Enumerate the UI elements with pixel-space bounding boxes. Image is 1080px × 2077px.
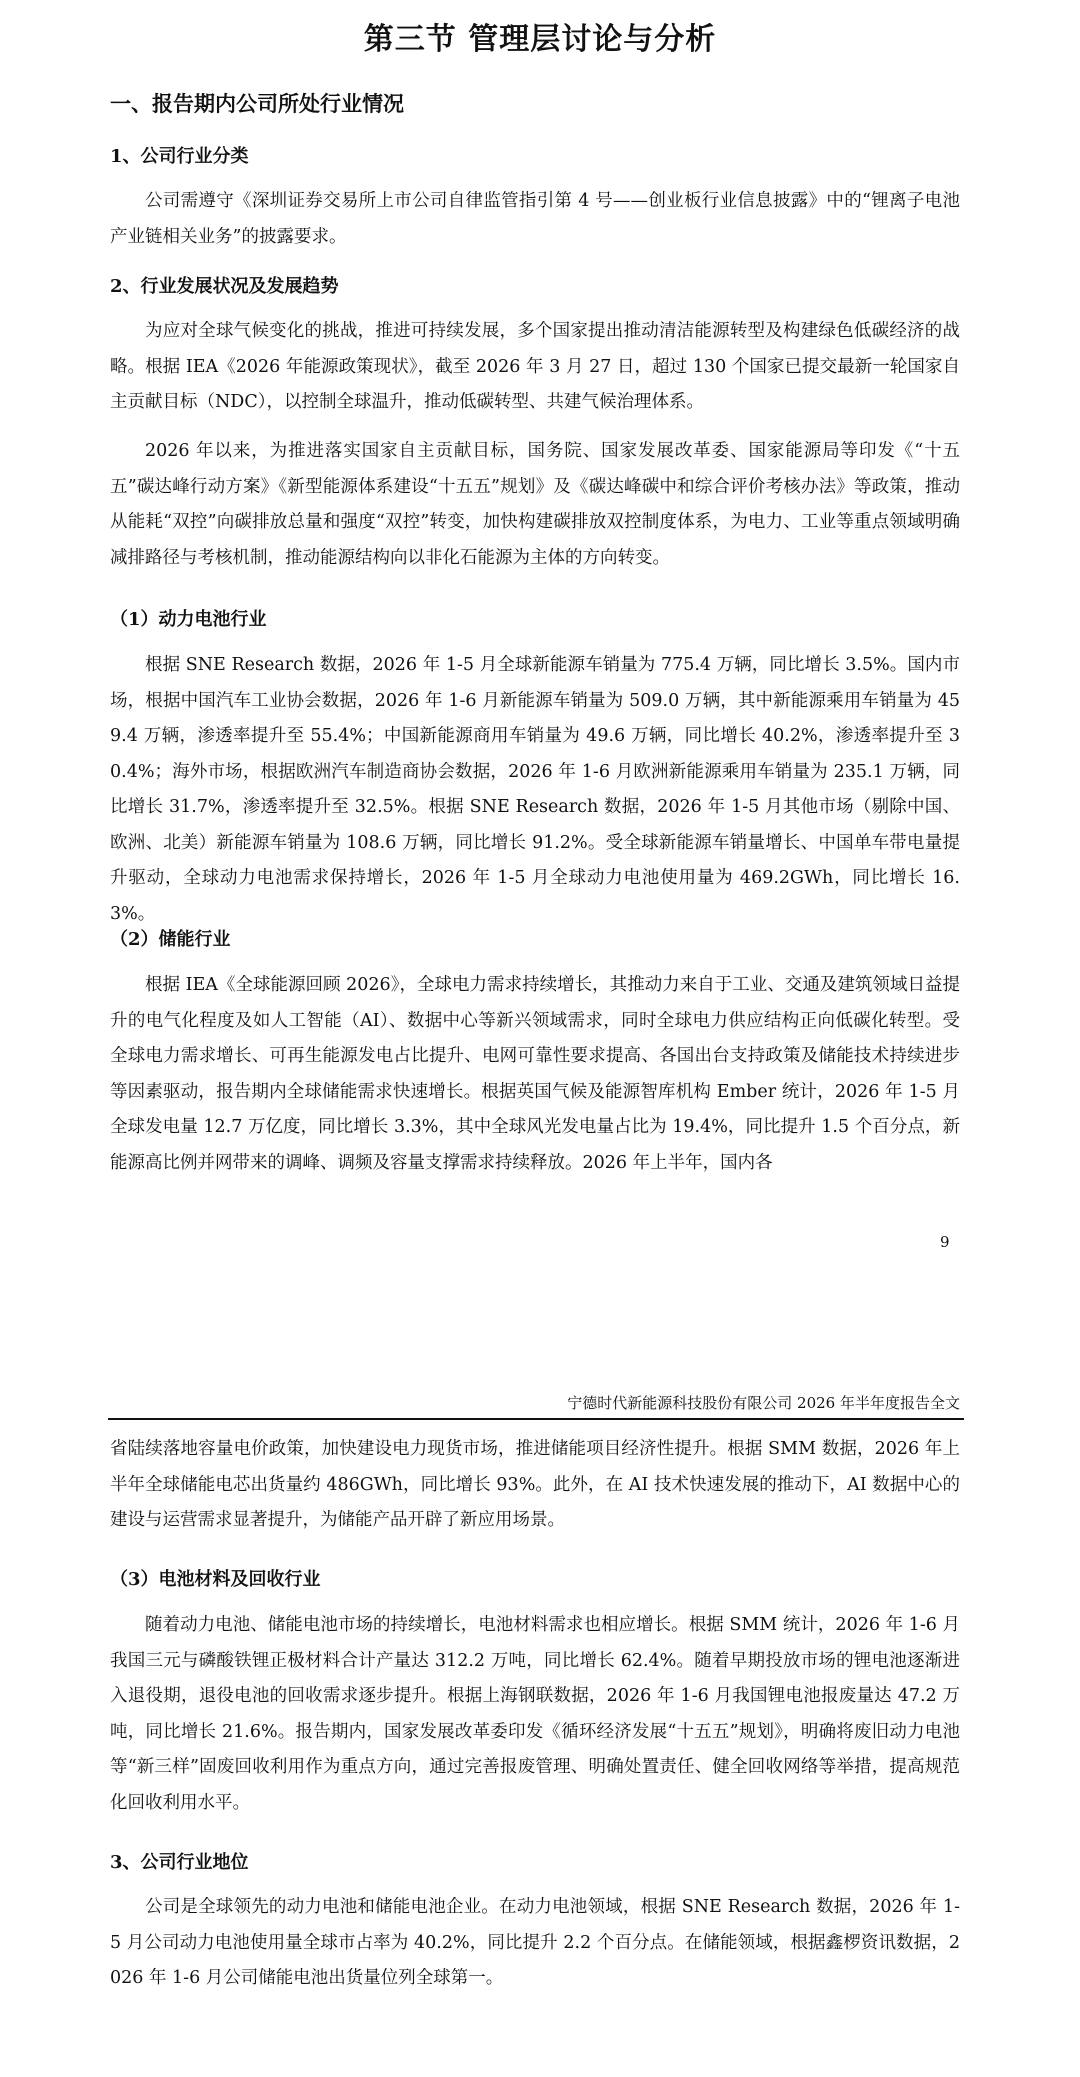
paragraph: 随着动力电池、储能电池市场的持续增长，电池材料需求也相应增长。根据 SMM 统计，2026 年 1-6 月我国三元与磷酸铁锂正极材料合计产量达 312.2 万吨，同比增长 62.4%。随着早期投放市场的锂电池逐渐进入退役期，退役电池的回收需求逐步提升。根据上海钢联数据，2026 年 1-6 月我国锂电池报废量达 47.2 万吨，同比增长 21.6%。报告期内，国家发展改革委印发《循环经济发展“十五五”规划》，明确将废旧动力电池等“新三样”固废回收利用作为重点方向，通过完善报废管理、明确处置责任、健全回收网络等举措，提高规范化回收利用水平。 [110, 1615, 960, 1813]
paragraph: 根据 IEA《全球能源回顾 2026》，全球电力需求持续增长，其推动力来自于工业、交通及建筑领域日益提升的电气化程度及如人工智能（AI）、数据中心等新兴领域需求，同时全球电力供应结构正向低碳化转型。受全球电力需求增长、可再生能源发电占比提升、电网可靠性要求提高、各国出台支持政策及储能技术持续进步等因素驱动，报告期内全球储能需求快速增长。根据英国气候及能源智库机构 Ember 统计，2026 年 1-5 月全球发电量 12.7 万亿度，同比增长 3.3%，其中全球风光发电量占比为 19.4%，同比提升 1.5 个百分点，新能源高比例并网带来的调峰、调频及容量支撑需求持续释放。2026 年上半年，国内各 [110, 975, 960, 1173]
energy-storage-heading: （2）储能行业 [110, 929, 231, 950]
paragraph: 公司需遵守《深圳证券交易所上市公司自律监管指引第 4 号——创业板行业信息披露》中的“锂离子电池产业链相关业务”的披露要求。 [110, 191, 960, 247]
paragraph: 2026 年以来，为推进落实国家自主贡献目标，国务院、国家发展改革委、国家能源局等印发《“十五五”碳达峰行动方案》《新型能源体系建设“十五五”规划》及《碳达峰碳中和综合评价考核办法》等政策，推动从能耗“双控”向碳排放总量和强度“双控”转变，加快构建碳排放双控制度体系，为电力、工业等重点领域明确减排路径与考核机制，推动能源结构向以非化石能源为主体的方向转变。 [110, 441, 960, 568]
header-divider [108, 1418, 964, 1420]
power-battery-heading: （1）动力电池行业 [110, 609, 267, 630]
page-number: 9 [940, 1233, 950, 1251]
industry-position-heading: 3、公司行业地位 [110, 1852, 249, 1873]
subsection-1-heading: 1、公司行业分类 [110, 146, 249, 167]
paragraph: 公司是全球领先的动力电池和储能电池企业。在动力电池领域，根据 SNE Research 数据，2026 年 1-5 月公司动力电池使用量全球市占率为 40.2%，同比提升 2.2 个百分点。在储能领域，根据鑫椤资讯数据，2026 年 1-6 月公司储能电池出货量位列全球第一。 [110, 1897, 960, 1988]
subsection-2-heading: 2、行业发展状况及发展趋势 [110, 276, 339, 297]
section-heading [110, 88, 960, 118]
paragraph: 省陆续落地容量电价政策，加快建设电力现货市场，推进储能项目经济性提升。根据 SMM 数据，2026 年上半年全球储能电芯出货量约 486GWh，同比增长 93%。此外，在 AI 技术快速发展的推动下，AI 数据中心的建设与运营需求显著提升，为储能产品开辟了新应用场景。 [110, 1439, 960, 1530]
running-header: 宁德时代新能源科技股份有限公司 2026 年半年度报告全文 [567, 1394, 960, 1412]
section-1-heading: 一、报告期内公司所处行业情况 [110, 91, 404, 116]
battery-materials-heading: （3）电池材料及回收行业 [110, 1569, 321, 1590]
paragraph: 根据 SNE Research 数据，2026 年 1-5 月全球新能源车销量为 775.4 万辆，同比增长 3.5%。国内市场，根据中国汽车工业协会数据，2026 年 1-6 月新能源车销量为 509.0 万辆，其中新能源乘用车销量为 459.4 万辆，渗透率提升至 55.4%；中国新能源商用车销量为 49.6 万辆，同比增长 40.2%，渗透率提升至 30.4%；海外市场，根据欧洲汽车制造商协会数据，2026 年 1-6 月欧洲新能源乘用车销量为 235.1 万辆，同比增长 31.7%，渗透率提升至 32.5%。根据 SNE Research 数据，2026 年 1-5 月其他市场（剔除中国、欧洲、北美）新能源车销量为 108.6 万辆，同比增长 91.2%。受全球新能源车销量增长、中国单车带电量提升驱动，全球动力电池需求保持增长，2026 年 1-5 月全球动力电池使用量为 469.2GWh，同比增长 16.3%。 [110, 655, 960, 924]
page-title: 第三节 管理层讨论与分析 [363, 22, 717, 57]
paragraph: 为应对全球气候变化的挑战，推进可持续发展，多个国家提出推动清洁能源转型及构建绿色低碳经济的战略。根据 IEA《2026 年能源政策现状》，截至 2026 年 3 月 27 日，超过 130 个国家已提交最新一轮国家自主贡献目标（NDC），以控制全球温升，推动低碳转型、共建气候治理体系。 [110, 321, 960, 412]
